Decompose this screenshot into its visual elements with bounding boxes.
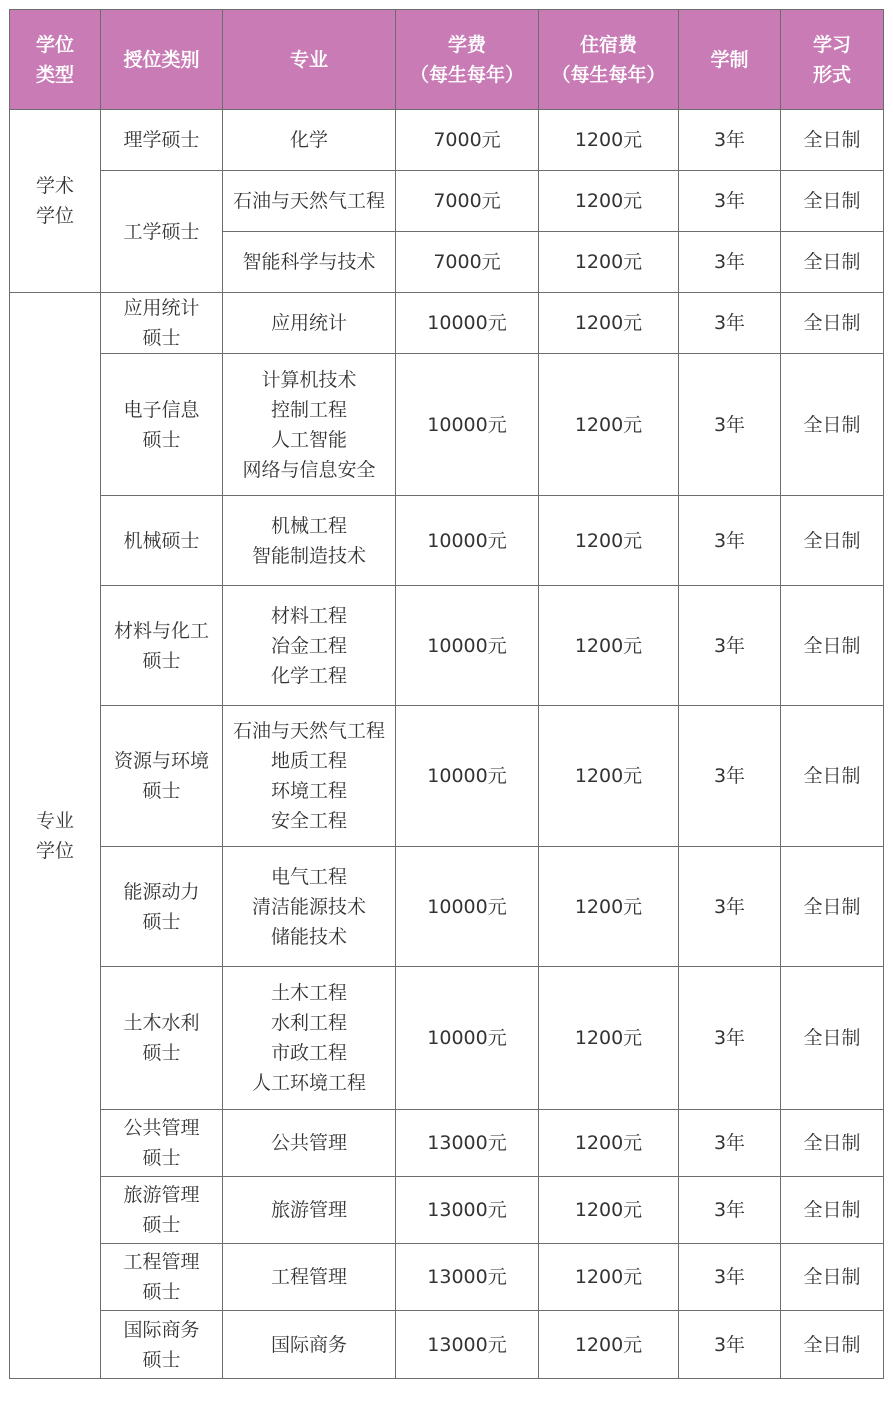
mode-cell: 全日制 [781,586,884,706]
housing-cell: 1200元 [539,110,679,171]
mode-cell: 全日制 [781,496,884,586]
housing-cell: 1200元 [539,293,679,354]
table-row [10,496,884,586]
category-cell: 公共管理 硕士 [101,1110,223,1177]
table-row [10,1311,884,1379]
duration-cell: 3年 [679,1110,781,1177]
category-cell: 材料与化工 硕士 [101,586,223,706]
housing-cell: 1200元 [539,706,679,847]
major-cell: 工程管理 [223,1244,396,1311]
category-cell: 电子信息 硕士 [101,354,223,496]
housing-cell: 1200元 [539,967,679,1110]
housing-cell: 1200元 [539,1110,679,1177]
category-cell: 国际商务 硕士 [101,1311,223,1379]
housing-cell: 1200元 [539,171,679,232]
table-row [10,171,884,232]
table-row [10,847,884,967]
housing-cell: 1200元 [539,1177,679,1244]
duration-cell: 3年 [679,847,781,967]
tuition-cell: 13000元 [396,1244,539,1311]
category-cell: 旅游管理 硕士 [101,1177,223,1244]
table-row [10,1177,884,1244]
table-row [10,110,884,171]
duration-cell: 3年 [679,354,781,496]
duration-cell: 3年 [679,110,781,171]
tuition-cell: 10000元 [396,847,539,967]
major-cell: 应用统计 [223,293,396,354]
table-row [10,586,884,706]
category-cell: 机械硕士 [101,496,223,586]
degree-type-cell: 学术 学位 [10,110,101,293]
header-mode: 学习 形式 [781,10,884,110]
header-degree-type: 学位 类型 [10,10,101,110]
table-body [10,110,884,1379]
duration-cell: 3年 [679,232,781,293]
category-cell: 资源与环境 硕士 [101,706,223,847]
mode-cell: 全日制 [781,110,884,171]
tuition-cell: 13000元 [396,1311,539,1379]
category-cell: 能源动力 硕士 [101,847,223,967]
major-cell: 旅游管理 [223,1177,396,1244]
table-header [10,10,884,110]
tuition-cell: 13000元 [396,1177,539,1244]
duration-cell: 3年 [679,1244,781,1311]
category-cell: 工学硕士 [101,171,223,293]
mode-cell: 全日制 [781,706,884,847]
tuition-cell: 7000元 [396,232,539,293]
mode-cell: 全日制 [781,354,884,496]
mode-cell: 全日制 [781,1311,884,1379]
table-row [10,354,884,496]
major-cell: 石油与天然气工程 [223,171,396,232]
table-row [10,293,884,354]
category-cell: 应用统计 硕士 [101,293,223,354]
tuition-cell: 10000元 [396,496,539,586]
category-cell: 工程管理 硕士 [101,1244,223,1311]
header-duration: 学制 [679,10,781,110]
tuition-cell: 10000元 [396,293,539,354]
mode-cell: 全日制 [781,1177,884,1244]
mode-cell: 全日制 [781,232,884,293]
table-row [10,1244,884,1311]
major-cell: 土木工程 水利工程 市政工程 人工环境工程 [223,967,396,1110]
mode-cell: 全日制 [781,967,884,1110]
tuition-cell: 10000元 [396,967,539,1110]
header-housing: 住宿费 （每生每年） [539,10,679,110]
housing-cell: 1200元 [539,586,679,706]
major-cell: 化学 [223,110,396,171]
tuition-cell: 7000元 [396,171,539,232]
duration-cell: 3年 [679,496,781,586]
duration-cell: 3年 [679,706,781,847]
duration-cell: 3年 [679,967,781,1110]
category-cell: 理学硕士 [101,110,223,171]
table-row [10,1110,884,1177]
tuition-cell: 7000元 [396,110,539,171]
major-cell: 机械工程 智能制造技术 [223,496,396,586]
duration-cell: 3年 [679,171,781,232]
housing-cell: 1200元 [539,1244,679,1311]
housing-cell: 1200元 [539,847,679,967]
duration-cell: 3年 [679,293,781,354]
mode-cell: 全日制 [781,1244,884,1311]
degree-type-cell: 专业 学位 [10,293,101,1379]
category-cell: 土木水利 硕士 [101,967,223,1110]
header-tuition: 学费 （每生每年） [396,10,539,110]
duration-cell: 3年 [679,1311,781,1379]
header-row [10,10,884,110]
major-cell: 公共管理 [223,1110,396,1177]
mode-cell: 全日制 [781,847,884,967]
duration-cell: 3年 [679,1177,781,1244]
major-cell: 石油与天然气工程 地质工程 环境工程 安全工程 [223,706,396,847]
major-cell: 智能科学与技术 [223,232,396,293]
housing-cell: 1200元 [539,232,679,293]
housing-cell: 1200元 [539,1311,679,1379]
tuition-cell: 13000元 [396,1110,539,1177]
tuition-table [9,9,884,1379]
major-cell: 计算机技术 控制工程 人工智能 网络与信息安全 [223,354,396,496]
mode-cell: 全日制 [781,171,884,232]
tuition-cell: 10000元 [396,706,539,847]
housing-cell: 1200元 [539,354,679,496]
tuition-cell: 10000元 [396,354,539,496]
housing-cell: 1200元 [539,496,679,586]
tuition-cell: 10000元 [396,586,539,706]
table-row [10,967,884,1110]
mode-cell: 全日制 [781,293,884,354]
table-row [10,706,884,847]
major-cell: 材料工程 冶金工程 化学工程 [223,586,396,706]
duration-cell: 3年 [679,586,781,706]
major-cell: 国际商务 [223,1311,396,1379]
mode-cell: 全日制 [781,1110,884,1177]
header-major: 专业 [223,10,396,110]
major-cell: 电气工程 清洁能源技术 储能技术 [223,847,396,967]
header-category: 授位类别 [101,10,223,110]
